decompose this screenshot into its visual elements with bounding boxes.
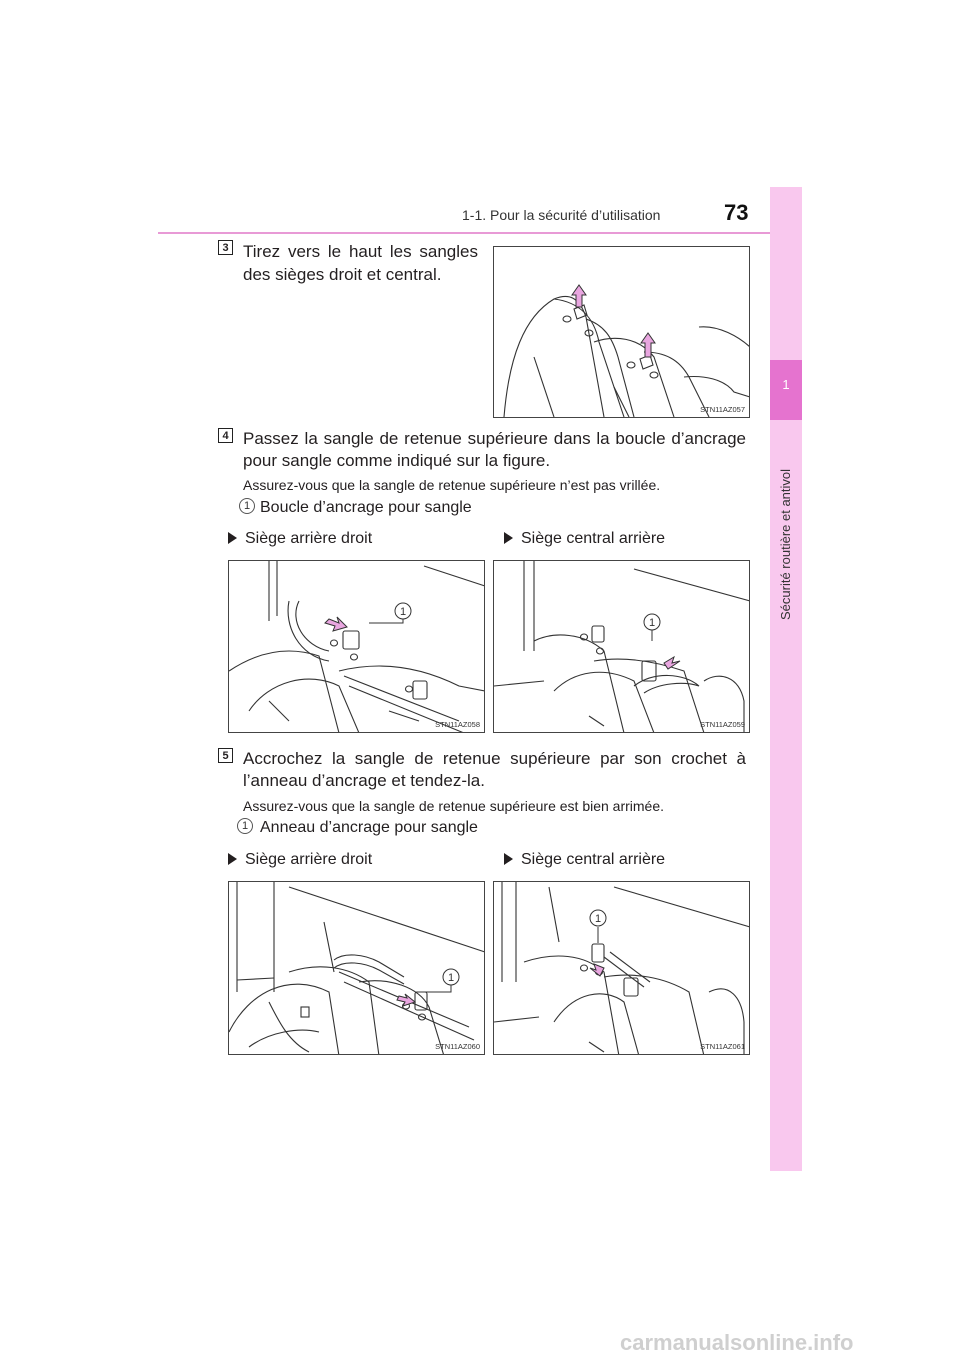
subheading-right-seat bbox=[228, 851, 372, 869]
step-number-box: 3 bbox=[218, 240, 233, 255]
triangle-bullet-icon bbox=[504, 532, 513, 544]
step-text: Passez la sangle de retenue supérieure dans la boucle d’ancrage pour sangle comme indiqué sur la figure. bbox=[243, 429, 746, 470]
legend-label: Boucle d’ancrage pour sangle bbox=[260, 499, 472, 516]
subheading-center-seat bbox=[504, 851, 665, 869]
watermark: carmanualsonline.info bbox=[620, 1330, 854, 1355]
legend-callout-number: 1 bbox=[239, 498, 255, 514]
legend-label: Anneau d’ancrage pour sangle bbox=[260, 819, 478, 836]
triangle-bullet-icon bbox=[228, 532, 237, 544]
figure-step5-center bbox=[493, 881, 750, 1055]
callout-number: 1 bbox=[648, 617, 656, 629]
callout-number: 1 bbox=[399, 606, 407, 618]
step-note: Assurez-vous que la sangle de retenue supérieure est bien arrimée. bbox=[243, 798, 665, 814]
step-number-box: 4 bbox=[218, 428, 233, 443]
seat-illustration bbox=[229, 882, 485, 1055]
chapter-number-tab[interactable] bbox=[770, 360, 802, 420]
header-rule bbox=[158, 232, 802, 234]
step-number-box: 5 bbox=[218, 748, 233, 763]
subheading-right-seat bbox=[228, 530, 372, 548]
step-text: Tirez vers le haut les sangles des sièges droit et central. bbox=[243, 242, 478, 284]
figure-code: STN11AZ057 bbox=[700, 405, 745, 414]
seat-illustration bbox=[229, 561, 485, 733]
figure-step5-right bbox=[228, 881, 485, 1055]
callout-number: 1 bbox=[447, 972, 455, 984]
chapter-side-band bbox=[770, 187, 802, 1171]
page-number: 73 bbox=[724, 200, 749, 225]
figure-code: STN11AZ058 bbox=[435, 720, 480, 729]
subheading-text: Siège arrière droit bbox=[245, 530, 373, 547]
subheading-text: Siège central arrière bbox=[521, 851, 666, 868]
seat-illustration bbox=[494, 561, 750, 733]
chapter-number: 1 bbox=[782, 377, 790, 392]
triangle-bullet-icon bbox=[504, 853, 513, 865]
subheading-center-seat bbox=[504, 530, 665, 548]
section-title: 1-1. Pour la sécurité d’utilisation bbox=[462, 207, 661, 223]
legend-callout-number: 1 bbox=[237, 818, 253, 834]
figure-step3 bbox=[493, 246, 750, 418]
figure-code: STN11AZ059 bbox=[700, 720, 745, 729]
step-text: Accrochez la sangle de retenue supérieure par son crochet à l’anneau d’ancrage et tendez-la. bbox=[243, 749, 746, 790]
figure-code: STN11AZ060 bbox=[435, 1042, 480, 1051]
seat-illustration bbox=[494, 882, 750, 1055]
seat-illustration bbox=[494, 247, 750, 418]
figure-step4-right bbox=[228, 560, 485, 733]
subheading-text: Siège arrière droit bbox=[245, 851, 373, 868]
figure-code: STN11AZ061 bbox=[700, 1042, 745, 1051]
step-note: Assurez-vous que la sangle de retenue supérieure n’est pas vrillée. bbox=[243, 477, 661, 493]
callout-number: 1 bbox=[594, 913, 602, 925]
chapter-title-container bbox=[770, 430, 802, 620]
chapter-title: Sécurité routière et antivol bbox=[778, 468, 793, 620]
figure-step4-center bbox=[493, 560, 750, 733]
triangle-bullet-icon bbox=[228, 853, 237, 865]
subheading-text: Siège central arrière bbox=[521, 530, 666, 547]
